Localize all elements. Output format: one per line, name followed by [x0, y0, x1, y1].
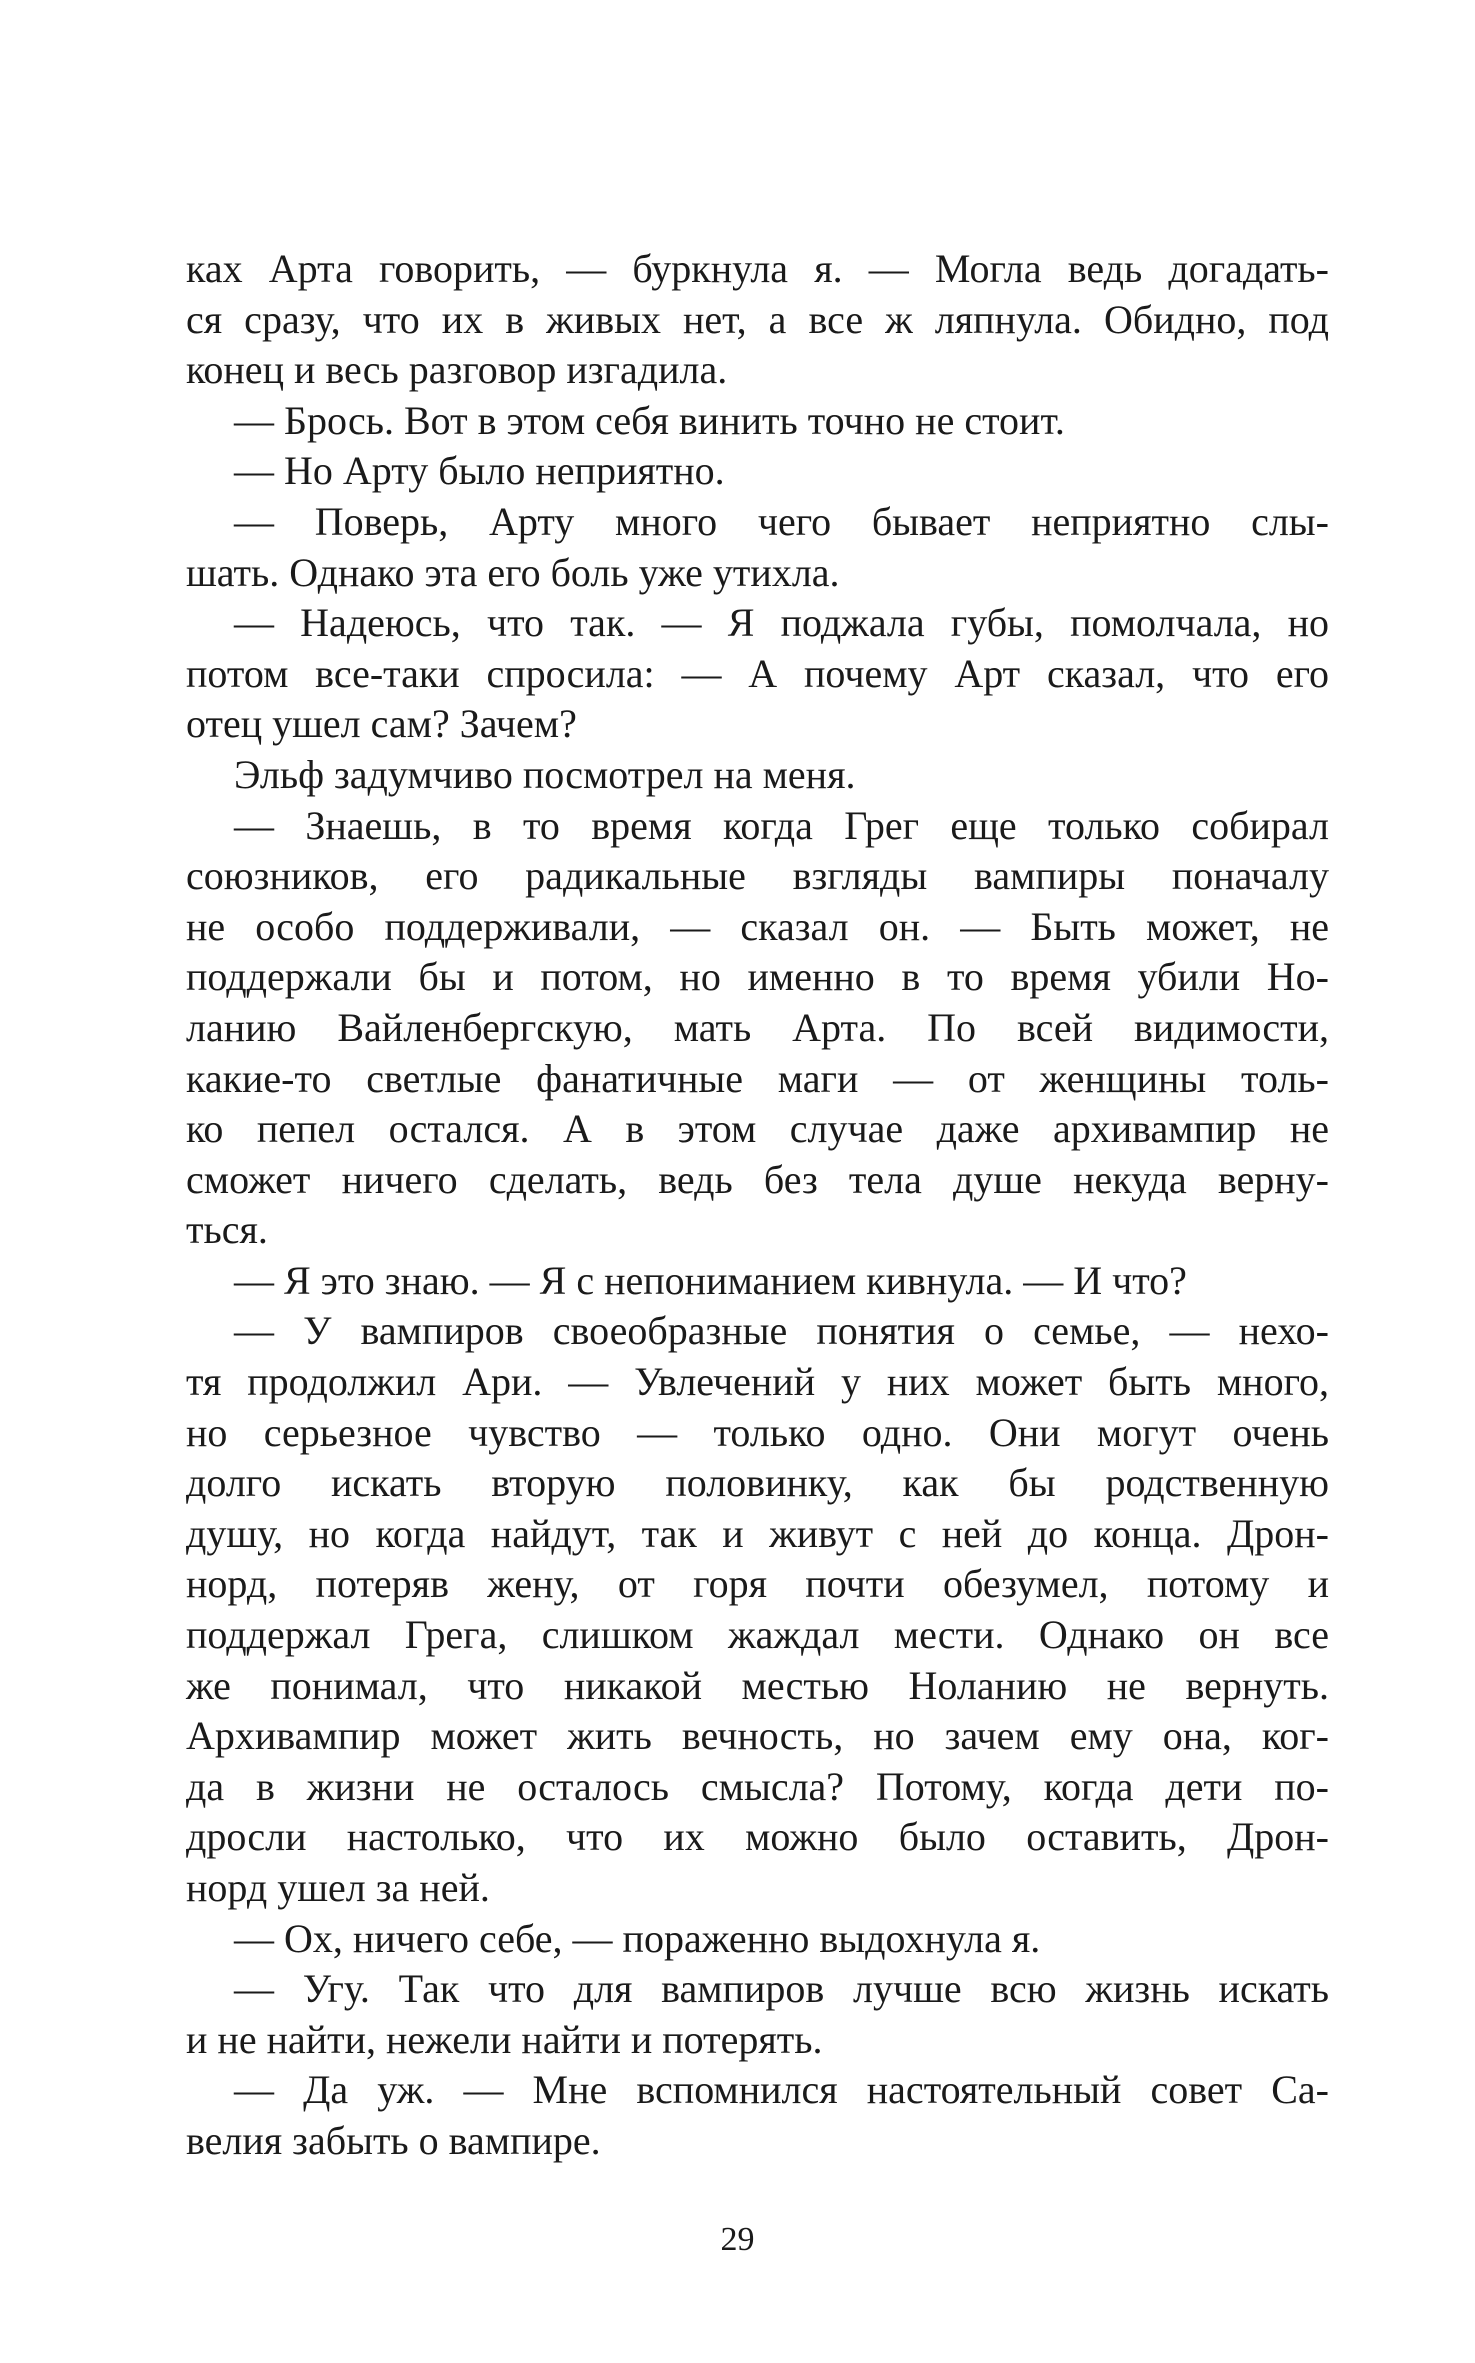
text-line: — Но Арту было неприятно.	[234, 448, 725, 494]
page-number: 29	[720, 2221, 755, 2258]
text-line: союзников, его радикальные взгляды вампиры поначалу	[186, 853, 1329, 899]
text-line: — Брось. Вот в этом себя винить точно не стоит.	[234, 397, 1065, 443]
text-line: — У вампиров своеобразные понятия о семье, — нехо-	[234, 1308, 1329, 1354]
text-line: — Я это знаю. — Я с непониманием кивнула. — И что?	[234, 1257, 1187, 1303]
text-line: — Надеюсь, что так. — Я поджала губы, помолчала, но	[234, 600, 1329, 646]
text-line: — Да уж. — Мне вспомнился настоятельный совет Са-	[234, 2067, 1329, 2113]
text-line: и не найти, нежели найти и потерять.	[186, 2016, 823, 2062]
text-line: — Угу. Так что для вампиров лучше всю жизнь искать	[234, 1966, 1329, 2012]
text-line: поддержали бы и потом, но именно в то время убили Но-	[186, 954, 1329, 1000]
text-line: поддержал Грега, слишком жаждал мести. Однако он все	[186, 1612, 1329, 1658]
text-line: ках Арта говорить, — буркнула я. — Могла ведь догадать-	[186, 246, 1329, 291]
text-line: — Знаешь, в то время когда Грег еще только собирал	[234, 802, 1329, 848]
text-line: отец ушел сам? Зачем?	[186, 701, 577, 747]
text-line: да в жизни не осталось смысла? Потому, когда дети по-	[186, 1763, 1329, 1809]
text-line: Эльф задумчиво посмотрел на меня.	[234, 751, 856, 797]
text-line: ко пепел остался. А в этом случае даже архивампир не	[186, 1106, 1329, 1152]
text-line: же понимал, что никакой местью Ноланию не вернуть.	[186, 1662, 1329, 1708]
text-line: тя продолжил Ари. — Увлечений у них может быть много,	[186, 1359, 1329, 1405]
text-line: — Поверь, Арту много чего бывает неприятно слы-	[234, 498, 1329, 544]
text-line: сможет ничего сделать, ведь без тела душе некуда верну-	[186, 1156, 1329, 1202]
text-line: — Ох, ничего себе, — пораженно выдохнула я.	[234, 1915, 1041, 1961]
body-text	[186, 244, 1329, 2167]
text-line: велия забыть о вампире.	[186, 2117, 601, 2163]
text-line: шать. Однако эта его боль уже утихла.	[186, 549, 840, 595]
text-line: ся сразу, что их в живых нет, а все ж ляпнула. Обидно, под	[186, 296, 1329, 342]
text-line: ться.	[186, 1207, 268, 1253]
text-line: какие-то светлые фанатичные маги — от женщины толь-	[186, 1055, 1329, 1101]
text-line: потом все-таки спросила: — А почему Арт сказал, что его	[186, 650, 1329, 696]
text-line: душу, но когда найдут, так и живут с ней до конца. Дрон-	[186, 1510, 1329, 1556]
text-line: Архивампир может жить вечность, но зачем ему она, ког-	[186, 1713, 1329, 1759]
text-line: долго искать вторую половинку, как бы родственную	[186, 1460, 1329, 1506]
text-line: норд ушел за ней.	[186, 1865, 490, 1910]
text-line: ланию Вайленбергскую, мать Арта. По всей видимости,	[186, 1004, 1329, 1050]
text-line: конец и весь разговор изгадила.	[186, 347, 728, 393]
text-line: не особо поддерживали, — сказал он. — Быть может, не	[186, 903, 1329, 949]
text-line: дросли настолько, что их можно было оставить, Дрон-	[186, 1814, 1329, 1860]
text-line: норд, потеряв жену, от горя почти обезумел, потому и	[186, 1561, 1329, 1607]
text-line: но серьезное чувство — только одно. Они могут очень	[186, 1409, 1329, 1455]
